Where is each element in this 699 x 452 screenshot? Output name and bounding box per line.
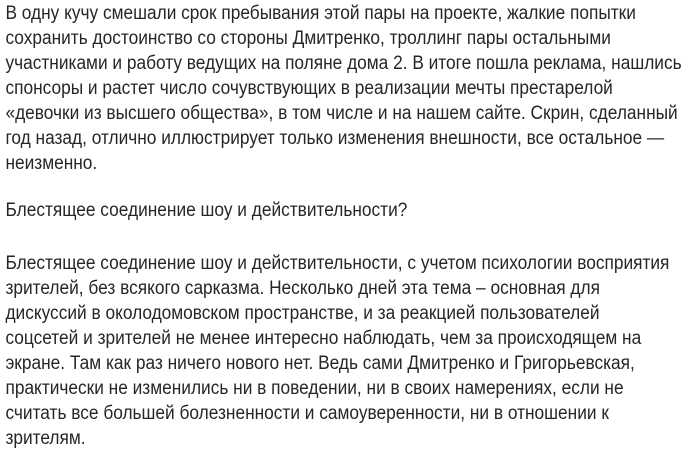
article-subheading: Блестящее соединение шоу и действительности? — [5, 200, 408, 221]
text-line: практически не изменились ни в поведении, ни в своих намерениях, если не — [5, 378, 624, 399]
text-line: «девочки из высшего общества», в том числе и на нашем сайте. Скрин, сделанный — [5, 103, 678, 124]
text-line: участниками и работу ведущих на поляне дома 2. В итоге пошла реклама, нашлись — [5, 53, 682, 74]
text-line: дискуссий в околодомовском пространстве, и за реакцией пользователей — [5, 303, 600, 324]
text-line: спонсоры и растет число сочувствующих в реализации мечты престарелой — [5, 78, 613, 99]
paragraph-1 — [5, 1, 698, 176]
text-line: сохранить достоинство со стороны Дмитренко, троллинг пары остальными — [5, 28, 611, 49]
text-line: зрителям. — [5, 428, 86, 449]
paragraph-2 — [5, 251, 698, 451]
text-line: год назад, отлично иллюстрирует только изменения внешности, все остальное — — [5, 128, 665, 149]
text-line: неизменно. — [5, 153, 98, 174]
text-line: Блестящее соединение шоу и действительности, с учетом психологии восприятия — [5, 253, 670, 274]
text-line: соцсетей и зрителей не менее интересно наблюдать, чем за происходящем на — [5, 328, 642, 349]
text-line: считать все большей болезненности и самоуверенности, ни в отношении к — [5, 403, 609, 424]
text-line: экране. Там как раз ничего нового нет. Ведь сами Дмитренко и Григорьевская, — [5, 353, 635, 374]
text-line: зрителей, без всякого сарказма. Несколько дней эта тема – основная для — [5, 278, 600, 299]
text-line: В одну кучу смешали срок пребывания этой пары на проекте, жалкие попытки — [5, 3, 636, 24]
